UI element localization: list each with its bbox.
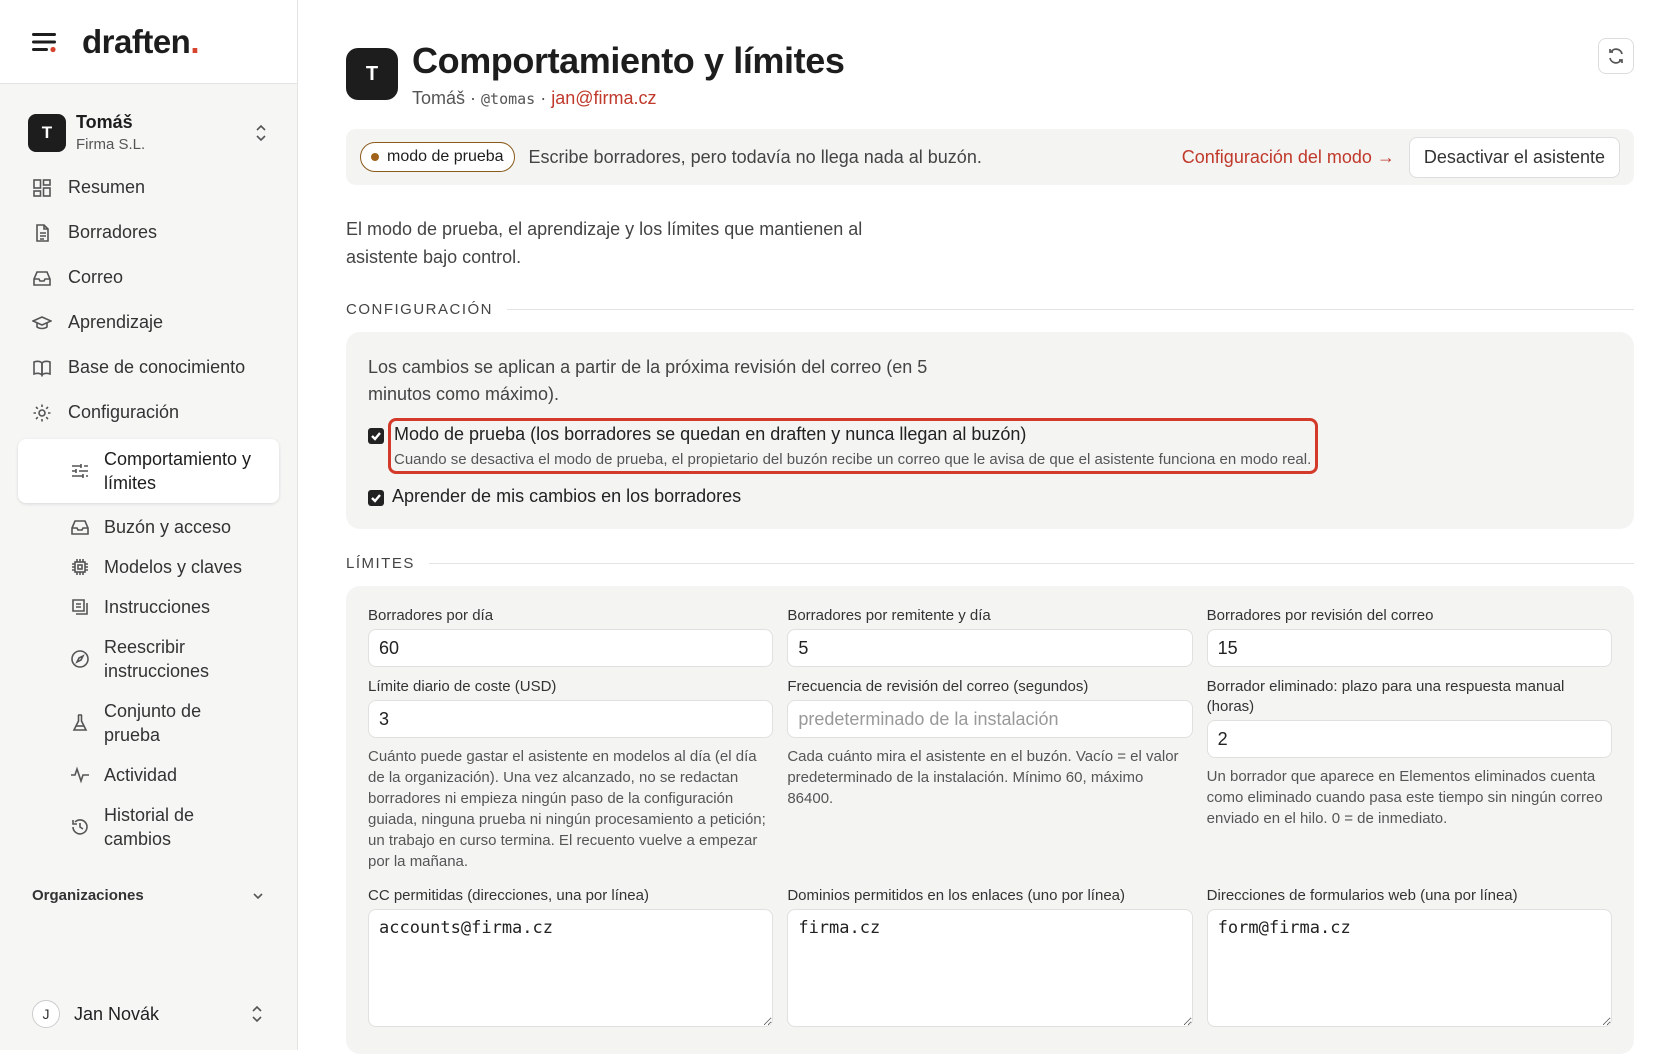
poll-interval-help: Cada cuánto mira el asistente en el buzón. Vacío = el valor predeterminado de la instalación. Mínimo 60, máximo 86400. [787,748,1179,807]
sidebar-subitem-comportamiento-y-limites[interactable] [18,439,279,503]
page-intro: El modo de prueba, el aprendizaje y los límites que mantienen al asistente bajo control. [346,219,863,267]
sidebar-subitem-actividad[interactable] [18,755,279,795]
drafts-per-sender-label: Borradores por remitente y día [787,607,991,624]
highlighted-option [388,418,1318,474]
link-domains-textarea[interactable] [787,909,1192,1027]
refresh-icon [1607,47,1625,65]
sidebar-nav [0,165,297,859]
section-heading-limits: LÍMITES [346,555,1634,572]
mode-status-bar [346,129,1634,185]
cc-allowed-label: CC permitidas (direcciones, una por línea) [368,887,649,904]
sidebar-subitem-historial-de-cambios[interactable] [18,795,279,859]
sidebar-subitem-label: Buzón y acceso [104,517,232,537]
link-domains-label: Dominios permitidos en los enlaces (uno por línea) [787,887,1125,904]
mode-badge: modo de prueba [360,142,515,172]
sidebar-subitem-modelos-y-claves[interactable] [18,547,279,587]
deleted-grace-help: Un borrador que aparece en Elementos eliminados cuenta como eliminado cuando pasa este tiempo sin ningún correo enviado en el hilo. 0 = de inmediato. [1206,768,1603,827]
drafts-per-day-input[interactable] [368,629,773,667]
disable-assistant-button[interactable]: Desactivar el asistente [1409,137,1620,178]
page-avatar: T [346,48,398,100]
deleted-grace-label: Borrador eliminado: plazo para una respuesta manual (horas) [1206,678,1565,715]
learn-row [368,486,1612,507]
gear-icon [32,403,52,423]
page-header [346,40,1634,109]
compass-icon [70,649,90,669]
test-mode-row [368,424,1612,474]
drafts-per-day-label: Borradores por día [368,607,494,624]
daily-cost-help: Cuánto puede gastar el asistente en modelos al día (el día de la organización). Una vez alcanzado, no se redactan borradores ni empieza ningún paso de la configuración guiada, ninguna prueba ni ningún procesamiento a petición; un trabajo en curso termina. El recuento vuelve a empezar por la mañana. [368,748,766,870]
learn-checkbox[interactable] [368,490,384,506]
drafts-per-sender-input[interactable] [787,629,1192,667]
poll-interval-label: Frecuencia de revisión del correo (segundos) [787,678,1089,695]
book-icon [32,358,52,378]
sidebar-item-label: Borradores [68,222,158,242]
sidebar-subitem-label: Modelos y claves [104,557,243,577]
check-icon [370,492,382,504]
sidebar [0,0,298,1050]
user-name: Jan Novák [74,1003,160,1024]
sidebar-item-configuracion[interactable] [18,390,279,435]
drafts-per-check-label: Borradores por revisión del correo [1206,607,1434,624]
sidebar-subitem-label: Comportamiento y límites [104,449,252,493]
learn-label[interactable]: Aprender de mis cambios en los borradores [392,486,742,506]
chip-icon [70,557,90,577]
chevron-up-down-icon [253,123,269,143]
sidebar-item-label: Aprendizaje [68,312,164,332]
cc-allowed-textarea[interactable] [368,909,773,1027]
logo[interactable]: draften. [82,22,200,60]
sidebar-subitem-reescribir-instrucciones[interactable] [18,627,279,691]
account-switcher[interactable] [16,106,281,159]
config-card [346,332,1634,529]
account-name: Tomáš [76,112,133,132]
sidebar-subitem-buzon-y-acceso[interactable] [18,507,279,547]
account-avatar: T [28,114,66,152]
sidebar-subitem-conjunto-de-prueba[interactable] [18,691,279,755]
refresh-button[interactable] [1598,38,1634,74]
mode-description: Escribe borradores, pero todavía no llega nada al buzón. [528,146,982,167]
sidebar-item-correo[interactable] [18,255,279,300]
menu-icon[interactable] [32,30,60,54]
header-handle: @tomas [481,90,536,108]
poll-interval-input[interactable] [787,700,1192,738]
header-email[interactable]: jan@firma.cz [551,88,657,108]
page-subtitle: Tomáš · @tomas · jan@firma.cz [412,88,657,108]
chevron-down-icon [251,889,265,903]
sidebar-item-label: Base de conocimiento [68,357,246,377]
inbox-icon [70,517,90,537]
main-content [298,0,1680,1050]
brand-bar [0,0,297,84]
deleted-grace-input[interactable] [1207,720,1612,758]
inbox-icon [32,268,52,288]
sidebar-item-label: Correo [68,267,124,287]
graduation-cap-icon [32,313,52,333]
drafts-per-check-input[interactable] [1207,629,1612,667]
webform-addresses-label: Direcciones de formularios web (una por línea) [1206,887,1518,904]
document-icon [32,223,52,243]
instructions-icon [70,597,90,617]
sidebar-subitem-label: Instrucciones [104,597,211,617]
test-mode-checkbox[interactable] [368,428,384,444]
sidebar-subitem-label: Historial de cambios [104,805,195,849]
sidebar-item-label: Resumen [68,177,146,197]
status-dot-icon [371,153,379,161]
page-title: Comportamiento y límites [412,40,845,81]
check-icon [370,430,382,442]
user-menu[interactable] [32,1000,265,1028]
sidebar-item-borradores[interactable] [18,210,279,255]
sidebar-item-aprendizaje[interactable] [18,300,279,345]
sidebar-item-base-de-conocimiento[interactable] [18,345,279,390]
dashboard-icon [32,178,52,198]
activity-icon [70,765,90,785]
sidebar-subitem-label: Conjunto de prueba [104,701,202,745]
webform-addresses-textarea[interactable] [1207,909,1612,1027]
sidebar-subitem-instrucciones[interactable] [18,587,279,627]
settings-subnav [18,439,279,859]
sliders-icon [70,461,90,481]
user-avatar: J [32,1000,60,1028]
flask-icon [70,713,90,733]
chevron-up-down-icon [249,1004,265,1024]
test-mode-help: Cuando se desactiva el modo de prueba, el propietario del buzón recibe un correo que le avisa de que el asistente funciona en modo real. [394,451,1312,468]
test-mode-label[interactable]: Modo de prueba (los borradores se quedan en draften y nunca llegan al buzón) [394,424,1027,444]
history-icon [70,817,90,837]
account-org: Firma S.L. [76,136,146,153]
organizations-toggle[interactable] [32,887,265,904]
daily-cost-label: Límite diario de coste (USD) [368,678,557,695]
sidebar-item-label: Configuración [68,402,180,422]
sidebar-item-resumen[interactable] [18,165,279,210]
limits-card [346,586,1634,1054]
organizations-label: Organizaciones [32,887,144,904]
header-name: Tomáš [412,88,466,108]
daily-cost-input[interactable] [368,700,773,738]
sidebar-subitem-label: Reescribir instrucciones [104,637,210,681]
section-heading-config: CONFIGURACIÓN [346,301,1634,318]
config-note: Los cambios se aplican a partir de la próxima revisión del correo (en 5 minutos como máximo). [368,357,928,404]
sidebar-subitem-label: Actividad [104,765,178,785]
mode-settings-link[interactable]: Configuración del modo → [1181,146,1395,167]
